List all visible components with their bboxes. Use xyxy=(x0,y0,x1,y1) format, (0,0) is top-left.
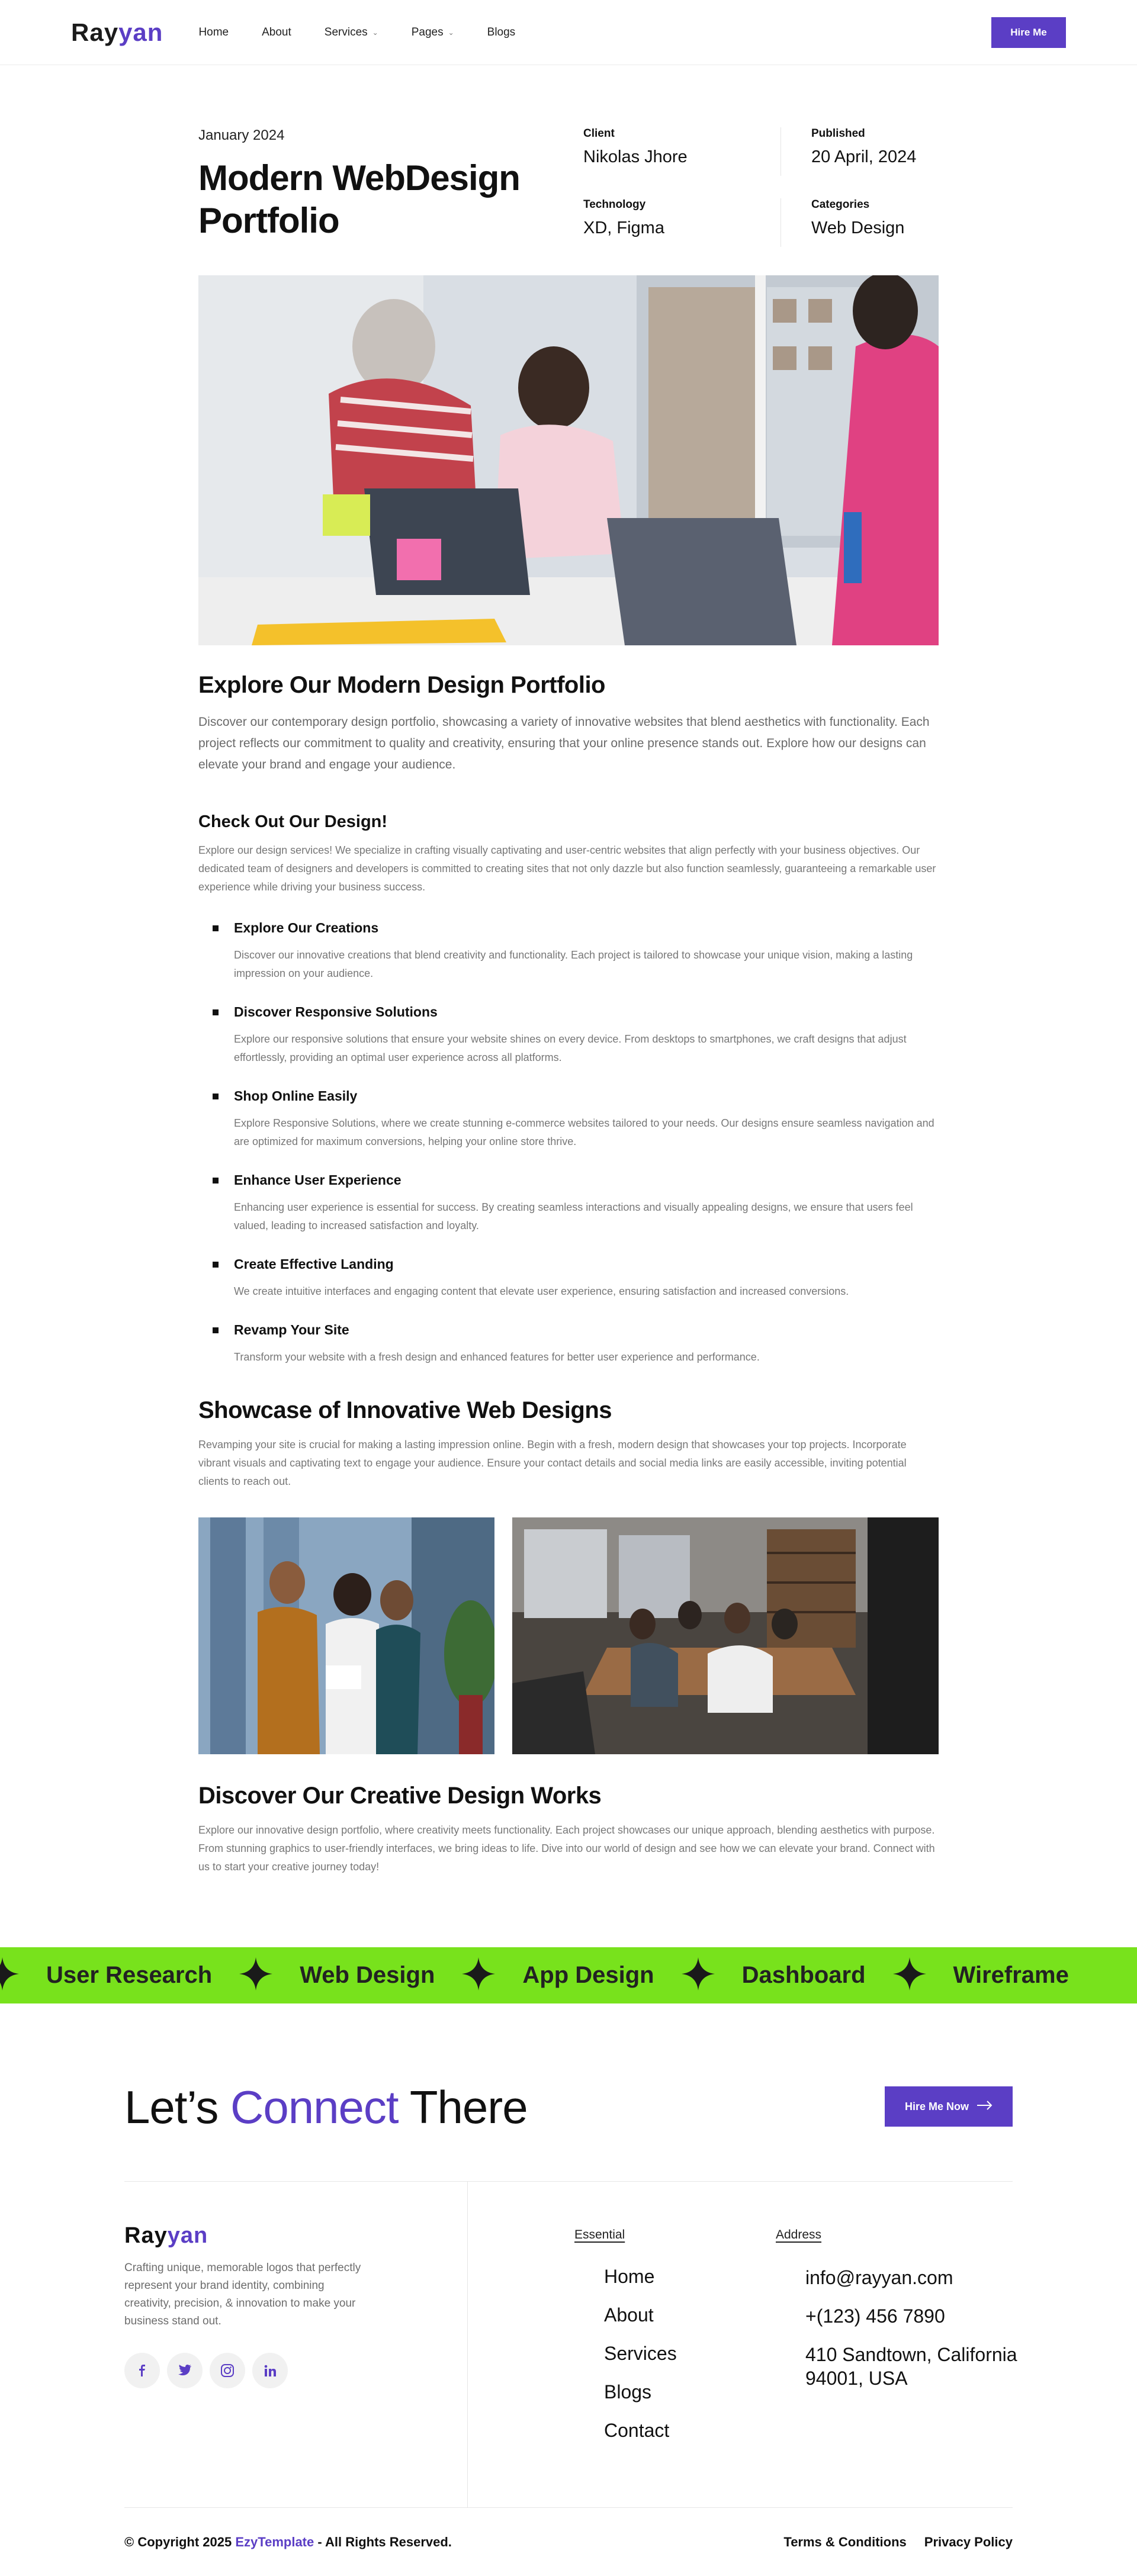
section-heading: Discover Our Creative Design Works xyxy=(198,1783,602,1809)
site-header xyxy=(0,0,1137,65)
footer-heading: Essential xyxy=(574,2228,625,2241)
sparkle-icon xyxy=(682,1957,715,1993)
feature-list xyxy=(198,920,939,1366)
footer-logo[interactable]: Rayyan xyxy=(124,2223,208,2248)
contact-address: 410 Sandtown, California 94001, USA xyxy=(805,2344,1017,2389)
instagram-icon[interactable] xyxy=(210,2353,245,2388)
list-item: Enhance User Experience Enhancing user experience is essential for success. By creating seamless interactions and visually appealing designs, we ensure that users feel valued, leading to increased satisfaction and loyalty. xyxy=(198,1172,939,1235)
list-item: Create Effective Landing We create intuitive interfaces and engaging content that elevate user experience, ensuring satisfaction and increased conversions. xyxy=(198,1256,939,1301)
connect-title: Let’s Connect There xyxy=(124,2080,528,2133)
legal-links xyxy=(783,2535,1013,2550)
site-footer xyxy=(124,2182,1017,2507)
section-text: Discover our contemporary design portfolio, showcasing a variety of innovative websites that blend aesthetics with functionality. Each project reflects our commitment to quality and creativity, ensuring that your online presence stands out. Explore how our designs can elevate your brand and engage your audience. xyxy=(198,715,930,771)
ezytemplate-link[interactable]: EzyTemplate xyxy=(235,2534,314,2549)
sparkle-icon xyxy=(893,1957,926,1993)
page-title: Modern WebDesign Portfolio xyxy=(198,158,520,240)
section-text: Explore our design services! We specialize in crafting visually captivating and user-centric websites that align perfectly with your business objectives. Our dedicated team of designers and developers is committed to creating sites that not only dazzle but also function seamlessly, guaranteeing a remarkable user experience while driving your business success. xyxy=(198,844,936,893)
hire-me-button[interactable]: Hire Me xyxy=(991,17,1066,48)
article xyxy=(198,127,939,1876)
list-item: Revamp Your Site Transform your website with a fresh design and enhanced features for better user experience and performance. xyxy=(198,1322,939,1366)
main-nav xyxy=(198,26,515,39)
nav-pages[interactable]: Pages ⌄ xyxy=(411,25,454,38)
copyright-bar xyxy=(124,2508,1013,2576)
footer-description: Crafting unique, memorable logos that perfectly represent your brand identity, combining creativity, precision, & innovation to make your business stand out. xyxy=(124,2262,361,2327)
skills-marquee xyxy=(0,1947,1137,2003)
section-subheading: Check Out Our Design! xyxy=(198,812,388,831)
marquee-item: App Design xyxy=(522,1962,654,1988)
nav-services[interactable]: Services ⌄ xyxy=(324,25,378,38)
list-item: Discover Responsive Solutions Explore our responsive solutions that ensure your website shines on every device. From desktops to smartphones, we craft designs that adjust effortlessly, providing an optimal user experience across all platforms. xyxy=(198,1004,939,1067)
article-header xyxy=(198,127,939,275)
footer-link-home[interactable]: Home xyxy=(604,2266,655,2287)
section-text: Explore our innovative design portfolio, where creativity meets functionality. Each project showcases our unique approach, blending aesthetics with purpose. From stunning graphics to user-friendly interfaces, we bring ideas to life. Dive into our world of design and see how we can elevate your brand. Connect with us to start your creative journey today! xyxy=(198,1824,935,1873)
section-heading: Explore Our Modern Design Portfolio xyxy=(198,672,605,698)
list-item: Explore Our Creations Discover our innovative creations that blend creativity and functionality. Each project is tailored to showcase your unique vision, making a lasting impression on your audience. xyxy=(198,920,939,983)
linkedin-icon[interactable] xyxy=(252,2353,288,2388)
gallery-image xyxy=(512,1517,939,1754)
footer-essential xyxy=(574,2228,677,2458)
marquee-item: User Research xyxy=(46,1962,213,1988)
sparkle-icon xyxy=(0,1957,19,1993)
colleagues-photo xyxy=(198,1517,494,1754)
footer-address xyxy=(776,2228,1019,2405)
nav-blogs[interactable]: Blogs xyxy=(487,25,516,38)
contact-email[interactable]: info@rayyan.com xyxy=(805,2267,953,2288)
chevron-down-icon: ⌄ xyxy=(448,28,454,37)
bullet-icon xyxy=(213,1094,219,1099)
bullet-icon xyxy=(213,925,219,931)
footer-links xyxy=(604,2266,677,2458)
footer-link-blogs[interactable]: Blogs xyxy=(604,2381,652,2403)
list-item: Shop Online Easily Explore Responsive Solutions, where we create stunning e-commerce websites tailored to your needs. Our designs ensure seamless navigation and are optimized for maximum conversions, helping your online store thrive. xyxy=(198,1088,939,1151)
section-text: Revamping your site is crucial for making a lasting impression online. Begin with a fresh, modern design that showcases your top projects. Incorporate vibrant visuals and captivating text to engage your audience. Ensure your contact details and social media links are easily accessible, inviting potential clients to reach out. xyxy=(198,1439,907,1487)
copyright-text: © Copyright 2025 EzyTemplate - All Rights Reserved. xyxy=(124,2534,452,2549)
meta-technology: Technology XD, Figma xyxy=(583,198,664,237)
hire-me-now-button[interactable]: Hire Me Now xyxy=(885,2086,1013,2127)
gallery xyxy=(198,1517,939,1754)
section-heading: Showcase of Innovative Web Designs xyxy=(198,1397,612,1423)
marquee-item: Web Design xyxy=(300,1962,435,1988)
marquee-item: Dashboard xyxy=(741,1962,866,1988)
facebook-icon[interactable] xyxy=(124,2353,160,2388)
footer-link-services[interactable]: Services xyxy=(604,2343,677,2364)
contact-phone[interactable]: +(123) 456 7890 xyxy=(805,2305,945,2327)
footer-about xyxy=(124,2182,468,2507)
nav-about[interactable]: About xyxy=(262,25,291,38)
sparkle-icon xyxy=(239,1957,272,1993)
social-links xyxy=(124,2353,467,2388)
office-team-photo xyxy=(198,275,939,645)
chevron-down-icon: ⌄ xyxy=(372,28,378,37)
logo[interactable]: Rayyan xyxy=(71,18,163,46)
hero-image xyxy=(198,275,939,645)
footer-link-contact[interactable]: Contact xyxy=(604,2420,670,2441)
bullet-icon xyxy=(213,1262,219,1268)
twitter-icon[interactable] xyxy=(167,2353,203,2388)
meta-categories: Categories Web Design xyxy=(811,198,905,237)
article-date: January 2024 xyxy=(198,127,285,143)
footer-heading: Address xyxy=(776,2228,822,2241)
terms-link[interactable]: Terms & Conditions xyxy=(783,2534,907,2549)
bullet-icon xyxy=(213,1009,219,1015)
sparkle-icon xyxy=(462,1957,495,1993)
bullet-icon xyxy=(213,1178,219,1184)
gallery-image xyxy=(198,1517,494,1754)
meta-client: Client Nikolas Jhore xyxy=(583,127,688,166)
contact-details xyxy=(805,2266,1019,2390)
privacy-link[interactable]: Privacy Policy xyxy=(924,2534,1013,2549)
bullet-icon xyxy=(213,1327,219,1333)
arrow-right-icon xyxy=(977,2101,993,2113)
meta-published: Published 20 April, 2024 xyxy=(811,127,917,166)
marquee-item: Wireframe xyxy=(953,1962,1069,1988)
connect-section xyxy=(124,2080,1013,2134)
meeting-photo xyxy=(512,1517,939,1754)
nav-home[interactable]: Home xyxy=(198,25,229,38)
footer-link-about[interactable]: About xyxy=(604,2304,654,2326)
